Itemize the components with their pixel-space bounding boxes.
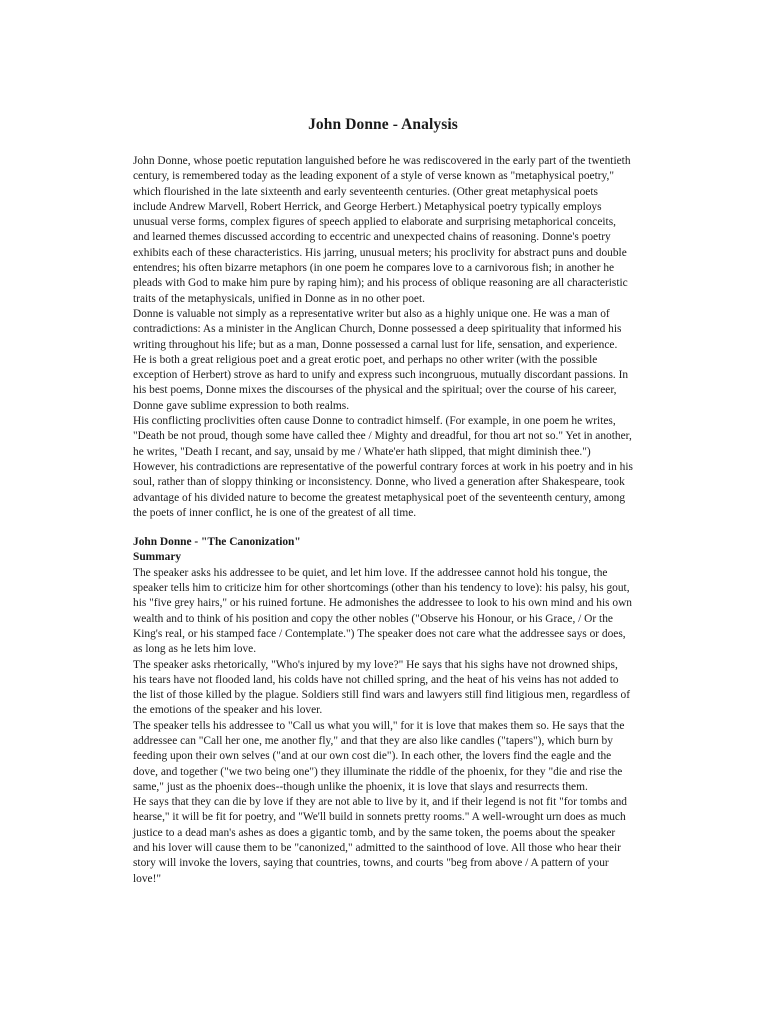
intro-section [133, 154, 633, 521]
paragraph: The speaker asks rhetorically, "Who's injured by my love?" He says that his sighs have not drowned ships, his tears have not flooded land, his colds have not chilled spring, and the heat of his veins has not added to the list of those killed by the plague. Soldiers still find wars and lawyers still find litigious men, regardless of the emotions of the speaker and his lover. [133, 658, 630, 717]
paragraph: Donne is valuable not simply as a representative writer but also as a highly unique one. He was a man of contradictions: As a minister in the Anglican Church, Donne possessed a deep spirituality that informed his writing throughout his life; but as a man, Donne possessed a carnal lust for life, sensation, and experience. He is both a great religious poet and a great erotic poet, and perhaps no other writer (with the possible exception of Herbert) strove as hard to unify and express such incongruous, mutually discordant passions. In his best poems, Donne mixes the discourses of the physical and the spiritual; over the course of his career, Donne gave sublime expression to both realms. [133, 307, 629, 412]
paragraph: John Donne, whose poetic reputation languished before he was rediscovered in the early part of the twentieth century, is remembered today as the leading exponent of a style of verse known as "metaphysical poetry," which flourished in the late sixteenth and early seventeenth centuries. (Other great metaphysical poets include Andrew Marvell, Robert Herrick, and George Herbert.) Metaphysical poetry typically employs unusual verse forms, complex figures of speech applied to elaborate and surprising metaphorical conceits, and learned themes discussed according to eccentric and unexpected chains of reasoning. Donne's poetry exhibits each of these characteristics. His jarring, unusual meters; his proclivity for abstract puns and double entendres; his often bizarre metaphors (in one poem he compares love to a carnivorous fish; in another he pleads with God to make him pure by raping him); and his process of oblique reasoning are all characteristic traits of the metaphysicals, unified in Donne as in no other poet. [133, 155, 631, 305]
canonization-section [133, 535, 633, 887]
paragraph: The speaker asks his addressee to be quiet, and let him love. If the addressee cannot hold his tongue, the speaker tells him to criticize him for other shortcomings (other than his tendency to love): his palsy, his gout, his "five grey hairs," or his ruined fortune. He admonishes the addressee to look to his own mind and his own wealth and to think of his position and copy the other nobles ("Observe his Honour, or his Grace, / Or the King's real, or his stamped face / Contemplate.") The speaker does not care what the addressee says or does, as long as he lets him love. [133, 566, 633, 656]
document-title: John Donne - Analysis [308, 116, 458, 133]
section-heading: John Donne - "The Canonization" [133, 536, 301, 549]
paragraph: The speaker tells his addressee to "Call us what you will," for it is love that makes them so. He says that the addressee can "Call her one, me another fly," and that they are also like candles ("tapers"), which burn by feeding upon their own selves ("and at our own cost die"). In each other, the lovers find the eagle and the dove, and together ("we two being one") they illuminate the riddle of the phoenix, for they "die and rise the same," just as the phoenix does--though unlike the phoenix, it is love that slays and resurrects them. [133, 719, 625, 793]
paragraph: He says that they can die by love if they are not able to live by it, and if their legend is not fit "for tombs and hearse," it will be fit for poetry, and "We'll build in sonnets pretty rooms." A well-wrought urn does as much justice to a dead man's ashes as does a gigantic tomb, and by the same token, the poems about the speaker and his lover will cause them to be "canonized," admitted to the sainthood of love. All those who hear their story will invoke the lovers, saying that countries, towns, and courts "beg from above / A pattern of your love!" [133, 796, 628, 885]
paragraph: His conflicting proclivities often cause Donne to contradict himself. (For example, in one poem he writes, "Death be not proud, though some have called thee / Mighty and dreadful, for thou art not so." Yet in another, he writes, "Death I recant, and say, unsaid by me / Whate'er hath slipped, that might diminish thee.") However, his contradictions are representative of the powerful contrary forces at work in his poetry and in his soul, rather than of sloppy thinking or inconsistency. Donne, who lived a generation after Shakespeare, took advantage of his divided nature to become the greatest metaphysical poet of the seventeenth century, among the poets of inner conflict, he is one of the greatest of all time. [133, 415, 633, 519]
document-page [133, 0, 633, 887]
section-subheading: Summary [133, 551, 182, 564]
